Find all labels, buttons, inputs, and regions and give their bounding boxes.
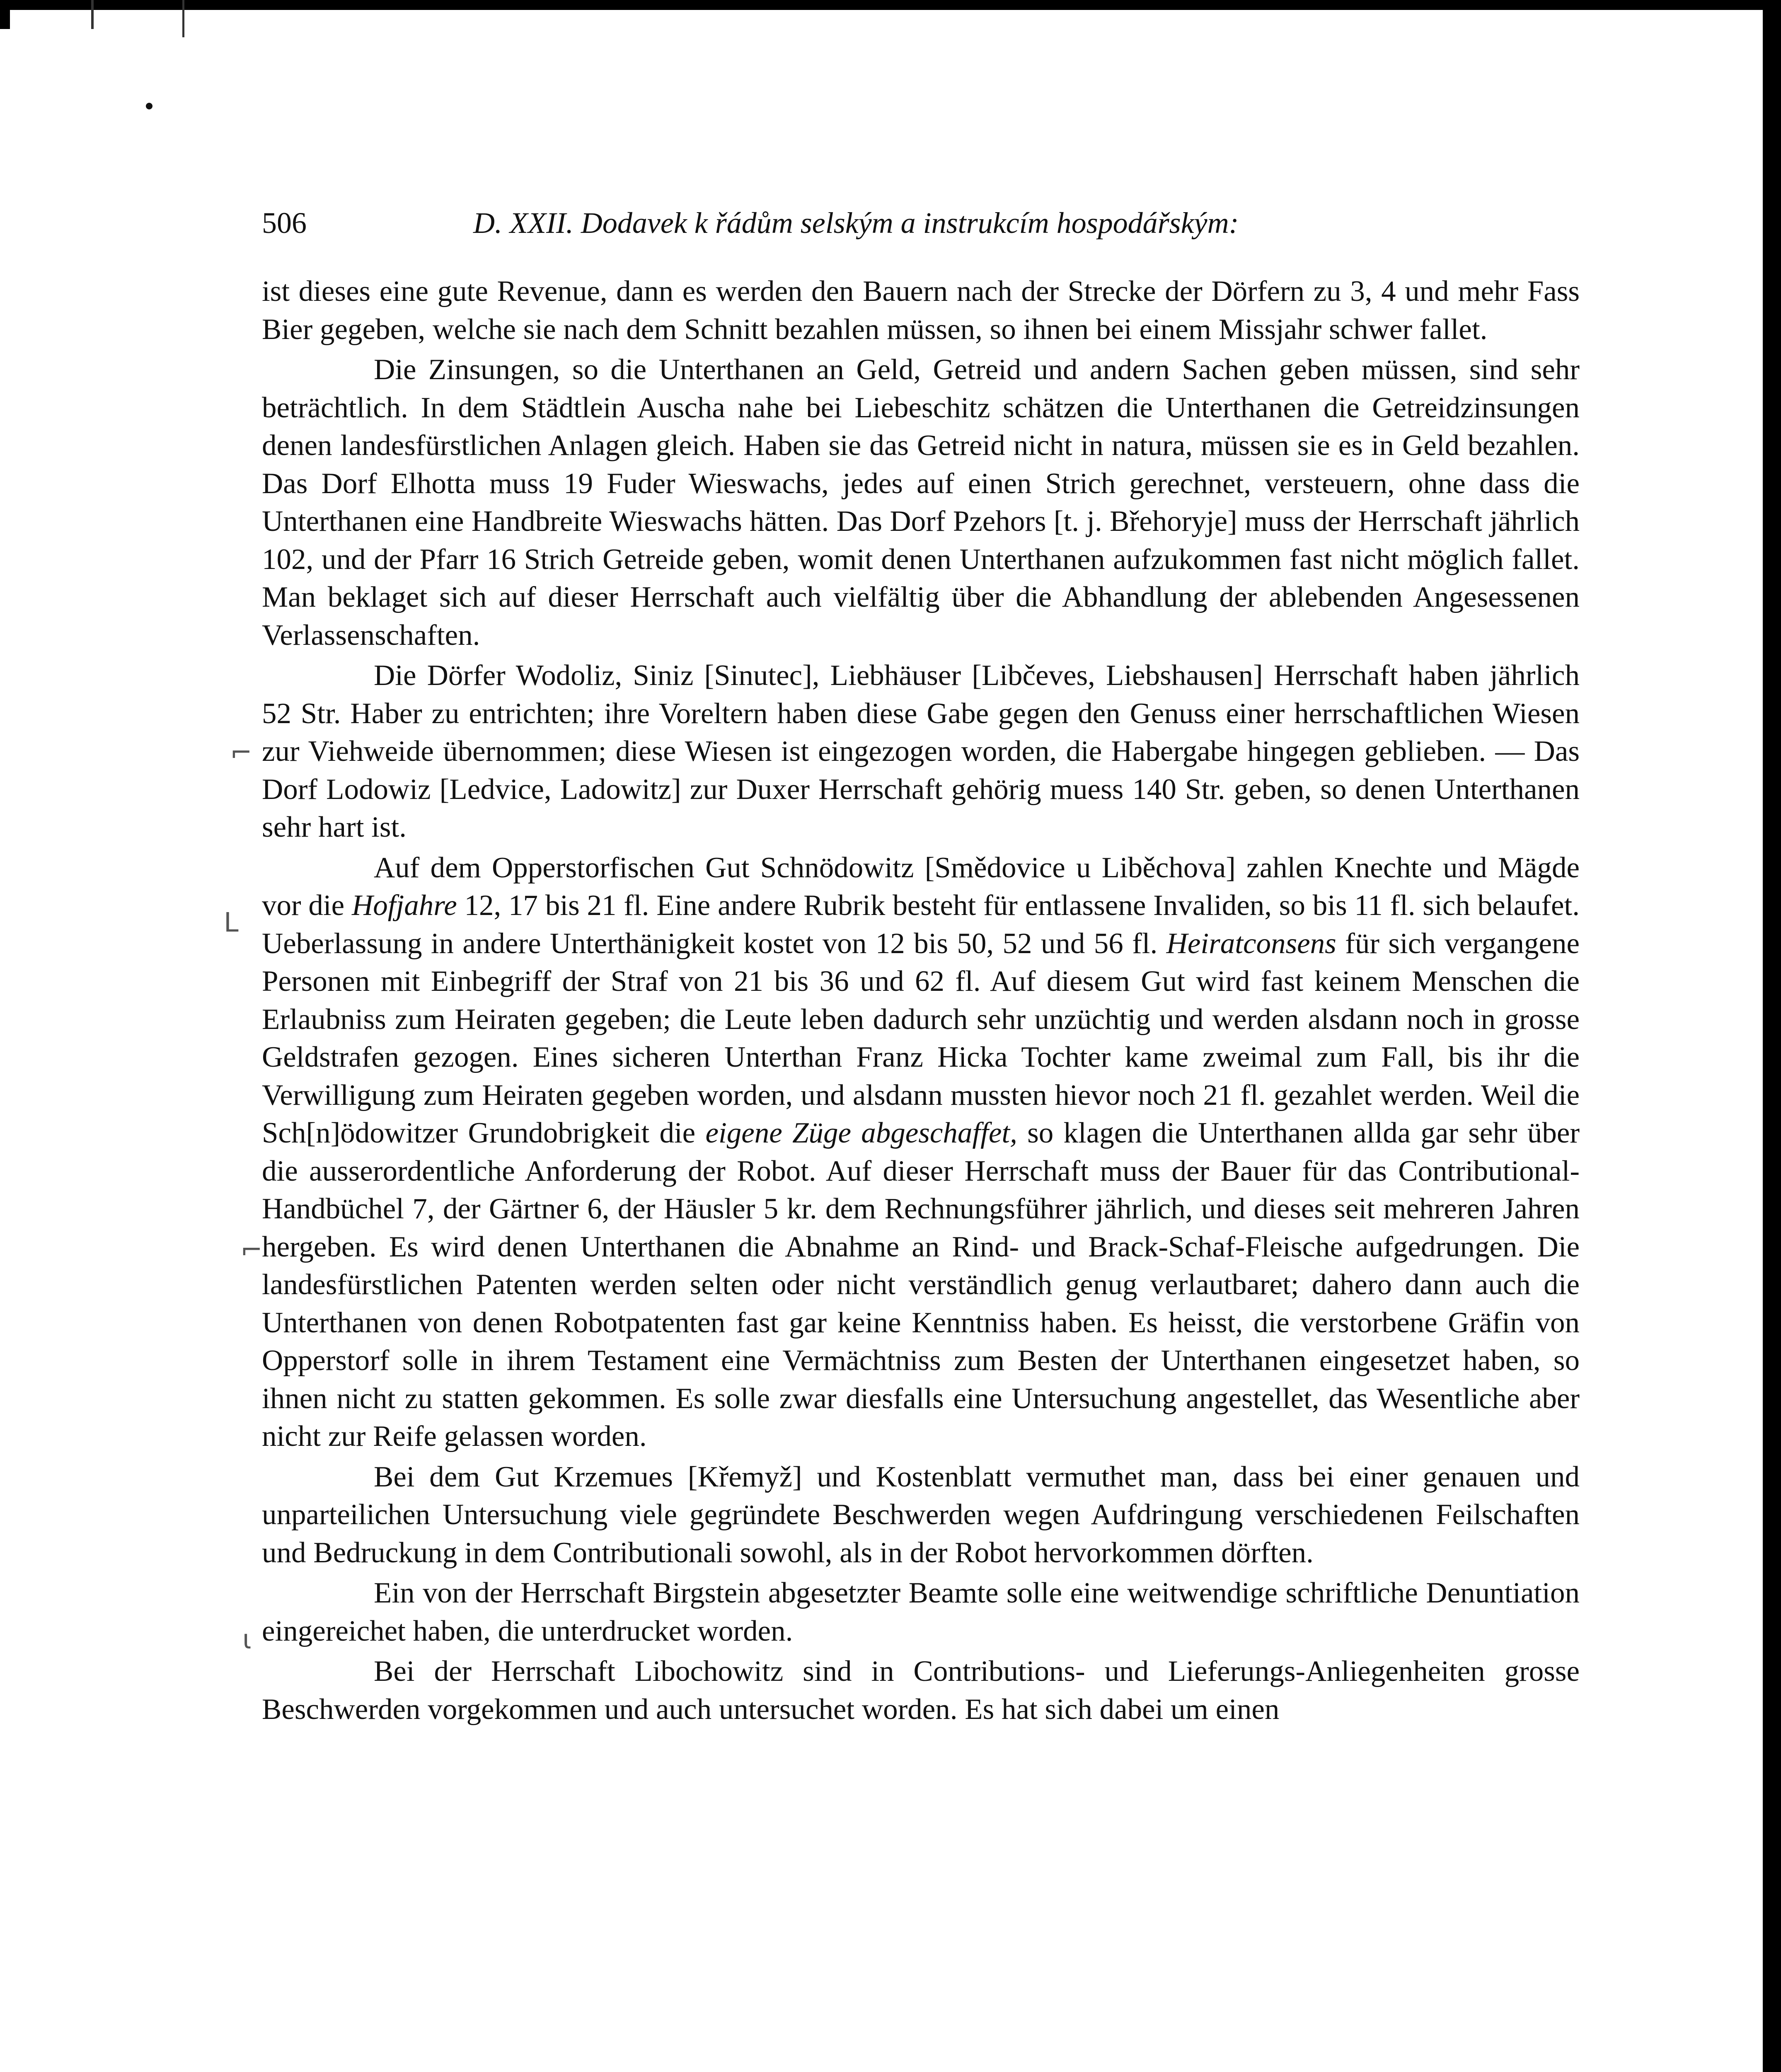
- italic-term: Hofjahre: [351, 889, 457, 922]
- scan-artifact-tick: [182, 0, 184, 37]
- paragraph: Bei dem Gut Krzemues [Křemyž] und Kostenblatt vermuthet man, dass bei einer genauen und unparteilichen Untersuchung viele gegründete Beschwerden wegen Aufdringung verschiedenen Feilschaften und Bedruckung in dem Contributionali sowohl, als in der Robot hervorkommen dörften.: [262, 1460, 1580, 1569]
- paragraph: Die Dörfer Wodoliz, Siniz [Sinutec], Liebhäuser [Libčeves, Liebshausen] Herrschaft haben jährlich 52 Str. Haber zu entrichten; ihre Voreltern haben diese Gabe gegen den Genuss einer herrschaftlichen Wiesen zur Viehweide übernommen; diese Wiesen ist eingezogen worden, die Habergabe hingegen geblieben. — Das Dorf Lodowiz [Ledvice, Ladowitz] zur Duxer Herrschaft gehörig muess 140 Str. geben, so denen Unterthanen sehr hart ist.: [262, 659, 1580, 843]
- paragraph: [262, 849, 1580, 1456]
- scan-frame-right: [1763, 0, 1781, 2072]
- margin-mark: ⌐: [230, 738, 252, 768]
- scan-frame-corner: [0, 0, 10, 29]
- body-text: [262, 273, 1580, 1731]
- margin-mark: ⌐: [240, 1235, 263, 1266]
- text-run: Auf dem Opperstorfischen Gut Schnödowitz [Smědovice u Liběchova] zahlen Knechte und Mägde vor die: [262, 851, 1580, 922]
- page-header: [262, 202, 1580, 252]
- paragraph: Ein von der Herrschaft Birgstein abgesetzter Beamte solle eine weitwendige schriftliche Denuntiation eingereichet haben, die unterdrucket worden.: [262, 1577, 1580, 1647]
- scan-frame-top: [0, 0, 1781, 10]
- running-title: D. XXII. Dodavek k řádům selským a instrukcím hospodářským:: [473, 206, 1239, 240]
- paragraph: Bei der Herrschaft Libochowitz sind in Contributions- und Lieferungs-Anliegenheiten grosse Beschwerden vorgekommen und auch untersuchet worden. Es hat sich dabei um einen: [262, 1655, 1580, 1726]
- text-run: für sich vergangene Personen mit Einbegriff der Straf von 21 bis 36 und 62 fl. Auf diesem Gut wird fast keinem Menschen die Erlaubniss zum Heiraten gegeben; die Leute leben dadurch sehr unzüchtig und werden alsdann noch in grosse Geldstrafen gezogen. Eines sicheren Unterthan Franz Hicka Tochter kame zweimal zum Fall, bis ihr die Verwilligung zum Heiraten gegeben worden, und alsdann mussten hievor noch 21 fl. gezahlet werden. Weil die Sch[n]ödowitzer Grundobrigkeit die: [262, 927, 1580, 1149]
- paragraph: Die Zinsungen, so die Unterthanen an Geld, Getreid und andern Sachen geben müssen, sind sehr beträchtlich. In dem Städtlein Auscha nahe bei Liebeschitz schätzen die Unterthanen die Getreidzinsungen denen landesfürstlichen Anlagen gleich. Haben sie das Getreid nicht in natura, müssen sie es in Geld bezahlen. Das Dorf Elhotta muss 19 Fuder Wieswachs, jedes auf einen Strich gerechnet, versteuern, ohne dass die Unterthanen eine Handbreite Wieswachs hätten. Das Dorf Pzehors [t. j. Břehoryje] muss der Herrschaft jährlich 102, und der Pfarr 16 Strich Getreide geben, womit denen Unterthanen aufzukommen fast nicht möglich fallet. Man beklaget sich auf dieser Herrschaft auch vielfältig über die Abhandlung der ablebenden Angesessenen Verlassenschaften.: [262, 353, 1580, 651]
- page-number: 506: [262, 206, 307, 240]
- text-run: 12, 17 bis 21 fl. Eine andere Rubrik besteht für entlassene Invaliden, so bis 11 fl. sich belaufet. Ueberlassung in andere Unterthänigkeit kostet von 12 bis 50, 52 und 56 fl.: [262, 889, 1580, 960]
- paragraph: ist dieses eine gute Revenue, dann es werden den Bauern nach der Strecke der Dörfern zu 3, 4 und mehr Fass Bier gegeben, welche sie nach dem Schnitt bezahlen müssen, so ihnen bei einem Missjahr schwer fallet.: [262, 275, 1580, 346]
- margin-mark: ᒪ: [224, 908, 239, 938]
- scan-artifact-tick: [91, 0, 94, 29]
- text-run: so klagen die Unterthanen allda gar sehr über die ausserordentliche Anforderung der Robot. Auf dieser Herrschaft muss der Bauer für das Contributional-Handbüchel 7, der Gärtner 6, der Häusler 5 kr. dem Rechnungsführer jährlich, und dieses seit mehreren Jahren hergeben. Es wird denen Unterthanen die Abnahme an Rind- und Brack-Schaf-Fleische aufgedrungen. Die landesfürstlichen Patenten werden selten oder nicht verständlich genug verlautbaret; dahero dann auch die Unterthanen von denen Robotpatenten fast gar keine Kenntniss haben. Es heisst, die verstorbene Gräfin von Opperstorf solle in ihrem Testament eine Vermächtniss zum Besten der Unterthanen eingesetzet haben, so ihnen nicht zu statten gekommen. Es solle zwar diesfalls eine Untersuchung angestellet, das Wesentliche aber nicht zur Reife gelassen worden.: [262, 1117, 1580, 1452]
- ink-dot: [146, 103, 152, 109]
- italic-term: Heiratconsens: [1166, 927, 1336, 960]
- margin-mark: ι: [242, 1624, 252, 1655]
- italic-term: eigene Züge abgeschaffet,: [705, 1117, 1017, 1149]
